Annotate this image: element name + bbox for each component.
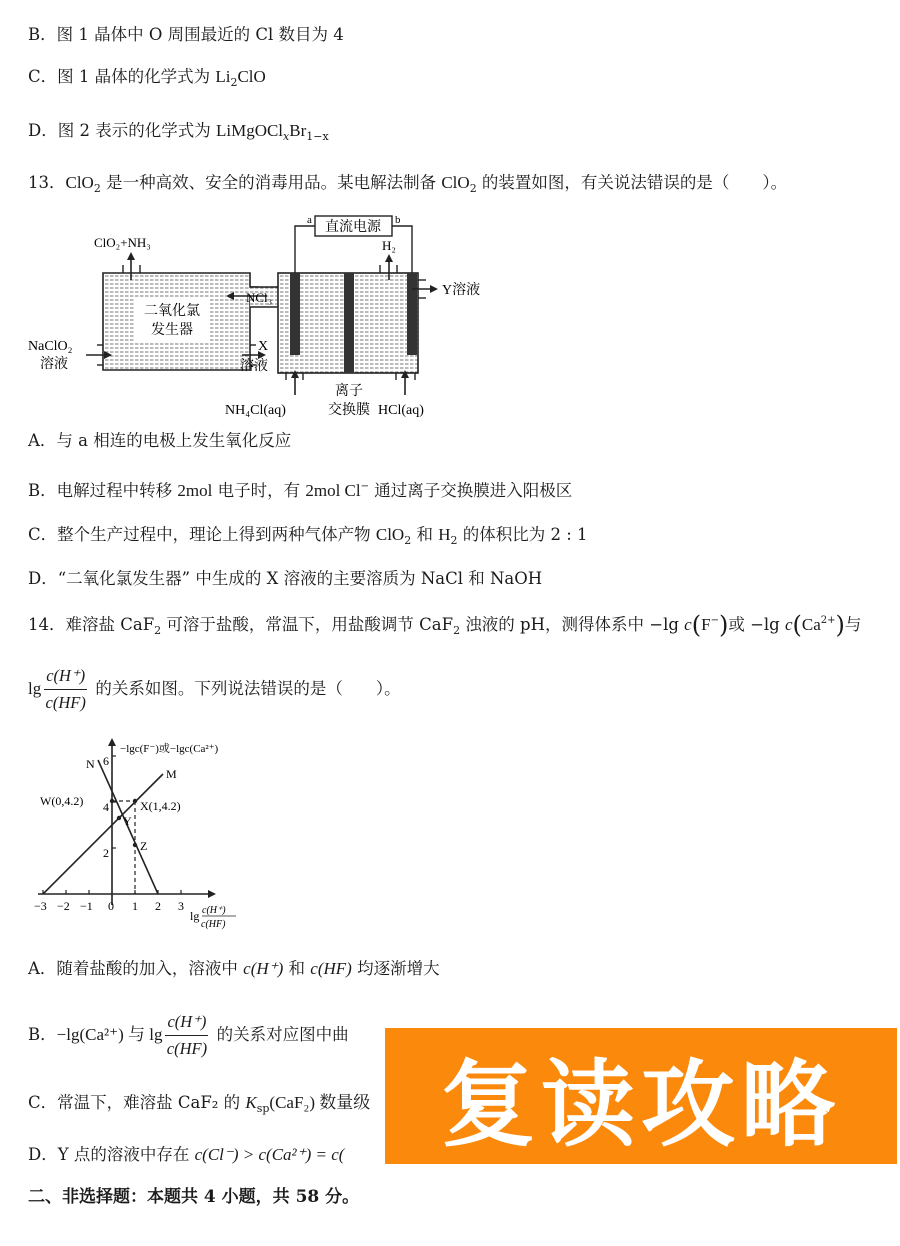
option-text: 常温下，难溶盐 CaF₂ 的 xyxy=(57,1093,246,1112)
x-tick: 3 xyxy=(178,899,184,913)
option-label: D． xyxy=(28,1145,58,1164)
fraction-denominator: c(HF) xyxy=(45,693,86,712)
q14-option-d xyxy=(28,1144,344,1166)
fraction xyxy=(44,665,87,714)
math-expr: c(Cl⁻) > c(Ca²⁺) = c( xyxy=(194,1145,345,1164)
formula: Li xyxy=(215,67,231,86)
math-var: c xyxy=(684,615,692,634)
formula: H xyxy=(438,525,451,544)
option-text: 和 xyxy=(411,525,439,544)
generator-label: 二氧化氯 xyxy=(144,304,200,319)
membrane-label: 离子 xyxy=(335,384,363,399)
x-solution-label-2: 溶液 xyxy=(240,359,268,374)
stem-text: 的装置如图，有关说法错误的是（ ）。 xyxy=(476,173,788,192)
fraction-numerator: c(H⁺) xyxy=(44,665,87,690)
q14-stem-line1 xyxy=(28,610,861,642)
subscript: 1−x xyxy=(306,130,329,143)
subscript: 2 xyxy=(453,624,461,637)
option-text: 图 1 晶体中 O 周围最近的 Cl 数目为 4 xyxy=(56,25,344,44)
line-N-label: N xyxy=(86,757,95,771)
math-var: c xyxy=(784,615,793,634)
option-text: 和 xyxy=(283,959,311,978)
subscript: 2 xyxy=(154,624,162,637)
option-text: Y 点的溶液中存在 xyxy=(57,1145,195,1164)
q14-option-c xyxy=(28,1092,370,1120)
question-number: 14． xyxy=(28,615,66,634)
option-label: B． xyxy=(28,481,57,500)
stem-text: 的关系如图。下列说法错误的是（ ）。 xyxy=(90,679,401,698)
option-text: 均逐渐增大 xyxy=(351,959,440,978)
stem-text: 难溶盐 CaF xyxy=(65,615,155,634)
math-var: K xyxy=(245,1093,257,1112)
option-label: A． xyxy=(28,959,57,978)
superscript: 2+ xyxy=(820,615,836,626)
option-label: C． xyxy=(28,67,58,86)
membrane-label-2: 交换膜 xyxy=(328,403,370,418)
q13-option-a xyxy=(28,430,291,452)
math-func: lg xyxy=(28,679,42,698)
paren: ) xyxy=(718,611,729,639)
option-text: −lg(Ca²⁺) 与 lg xyxy=(56,1025,163,1044)
option-label: A． xyxy=(28,431,57,450)
q14-chart xyxy=(20,730,280,940)
x-tick: 2 xyxy=(155,899,161,913)
generator-label-2: 发生器 xyxy=(151,323,193,338)
fraction xyxy=(165,1011,208,1060)
formula: 2mol Cl xyxy=(305,481,361,500)
subscript: 2 xyxy=(404,534,412,547)
subscript: x xyxy=(283,130,290,143)
option-text: (CaF₂) 数量级 xyxy=(269,1093,371,1112)
nh4cl-label: NH₄Cl(aq) xyxy=(225,403,286,418)
q14-option-a xyxy=(28,958,440,980)
terminal-b: b xyxy=(395,214,401,226)
x-axis-label-lg: lg xyxy=(190,909,200,923)
line-M-label: M xyxy=(166,767,177,781)
stem-text: 浊液的 pH，测得体系中 −lg xyxy=(460,615,685,634)
formula: 2mol xyxy=(177,481,213,500)
terminal-a: a xyxy=(307,214,312,226)
power-source-label: 直流电源 xyxy=(325,220,381,235)
hcl-label: HCl(aq) xyxy=(378,403,424,418)
x-tick: −2 xyxy=(57,899,70,913)
stem-text: 与 xyxy=(844,615,862,634)
option-label: C． xyxy=(28,525,58,544)
formula: Br xyxy=(289,121,307,140)
paren: ) xyxy=(835,611,845,639)
naclo2-label: NaClO₂ xyxy=(28,339,73,354)
option-label: B． xyxy=(28,1025,57,1044)
point-Y-label: Y xyxy=(123,814,132,828)
option-text: “二氧化氯发生器” 中生成的 X 溶液的主要溶质为 NaCl 和 NaOH xyxy=(57,569,543,588)
option-text: 通过离子交换膜进入阳极区 xyxy=(369,481,573,500)
y-axis-label: −lgc(F⁻)或−lgc(Ca²⁺) xyxy=(120,743,219,755)
formula: Ca xyxy=(801,615,821,634)
option-label: B． xyxy=(28,25,57,44)
formula: ClO xyxy=(65,173,94,192)
formula: ClO xyxy=(441,173,470,192)
subscript: 2 xyxy=(230,76,238,89)
y-tick: 4 xyxy=(103,800,109,814)
x-solution-label: X xyxy=(258,339,269,354)
q13-option-c xyxy=(28,524,588,552)
fraction-numerator: c(H⁺) xyxy=(165,1011,208,1036)
q13-stem xyxy=(28,172,787,200)
q13-option-b xyxy=(28,476,572,502)
formula: ClO xyxy=(375,525,405,544)
option-text: 整个生产过程中，理论上得到两种气体产物 xyxy=(57,525,376,544)
option-label: D． xyxy=(28,569,58,588)
section-heading: 二、非选择题：本题共 4 小题，共 58 分。 xyxy=(28,1187,360,1207)
option-text: 的关系对应图中曲 xyxy=(211,1025,349,1044)
x-tick: 1 xyxy=(132,899,138,913)
h2-label: H₂ xyxy=(382,238,396,253)
x-tick: −3 xyxy=(34,899,47,913)
point-W-label: W(0,4.2) xyxy=(40,794,84,808)
question-number: 13． xyxy=(28,173,66,192)
watermark-text: 复读攻略 xyxy=(440,1050,841,1160)
electrolysis-apparatus-diagram xyxy=(20,210,500,425)
option-text: 图 1 晶体的化学式为 xyxy=(57,67,216,86)
option-text: 电解过程中转移 xyxy=(56,481,178,500)
y-tick: 2 xyxy=(103,846,109,860)
q13-option-d xyxy=(28,568,542,590)
option-text: 与 a 相连的电极上发生氧化反应 xyxy=(56,431,292,450)
subscript: 2 xyxy=(93,182,101,195)
subscript: 2 xyxy=(450,534,458,547)
q12-option-c xyxy=(28,66,266,94)
naclo2-label-2: 溶液 xyxy=(40,357,68,372)
option-label: D． xyxy=(28,121,58,140)
x-axis-label-num: c(H⁺) xyxy=(202,905,226,916)
option-text: 的体积比为 2 : 1 xyxy=(457,525,588,544)
subscript: 2 xyxy=(469,182,477,195)
point-X-label: X(1,4.2) xyxy=(140,799,181,813)
option-text: 随着盐酸的加入，溶液中 xyxy=(56,959,244,978)
formula: LiMgOCl xyxy=(215,121,284,140)
x-axis-label-den: c(HF) xyxy=(201,919,226,930)
ncl3-label: NCl₃ xyxy=(246,290,273,305)
superscript: − xyxy=(710,615,719,626)
q12-option-d xyxy=(28,120,329,148)
stem-text: 可溶于盐酸，常温下，用盐酸调节 CaF xyxy=(161,615,454,634)
formula: F xyxy=(701,615,711,634)
math-expr: c(H⁺) xyxy=(243,959,284,978)
subscript: sp xyxy=(256,1102,270,1115)
top-left-gas-label: ClO₂+NH₃ xyxy=(94,235,151,250)
x-tick: −1 xyxy=(80,899,93,913)
line-M xyxy=(43,774,163,894)
q14-option-b xyxy=(28,1010,349,1060)
math-expr: c(HF) xyxy=(310,959,352,978)
q12-option-b xyxy=(28,24,344,46)
option-text: 图 2 表示的化学式为 xyxy=(57,121,216,140)
option-label: C． xyxy=(28,1093,58,1112)
point-Z-label: Z xyxy=(140,839,148,853)
formula: ClO xyxy=(237,67,266,86)
paren: ( xyxy=(792,611,802,639)
fraction-denominator: c(HF) xyxy=(166,1039,208,1058)
paren: ( xyxy=(691,611,702,639)
stem-text: 或 −lg xyxy=(728,615,785,634)
y-tick: 6 xyxy=(103,754,109,768)
y-solution-label: Y溶液 xyxy=(442,283,481,298)
watermark-banner xyxy=(385,1028,897,1164)
stem-text: 是一种高效、安全的消毒用品。某电解法制备 xyxy=(100,173,442,192)
x-tick: 0 xyxy=(108,899,114,913)
superscript: − xyxy=(360,481,369,492)
q14-stem-line2 xyxy=(28,664,401,714)
option-text: 电子时，有 xyxy=(212,481,306,500)
